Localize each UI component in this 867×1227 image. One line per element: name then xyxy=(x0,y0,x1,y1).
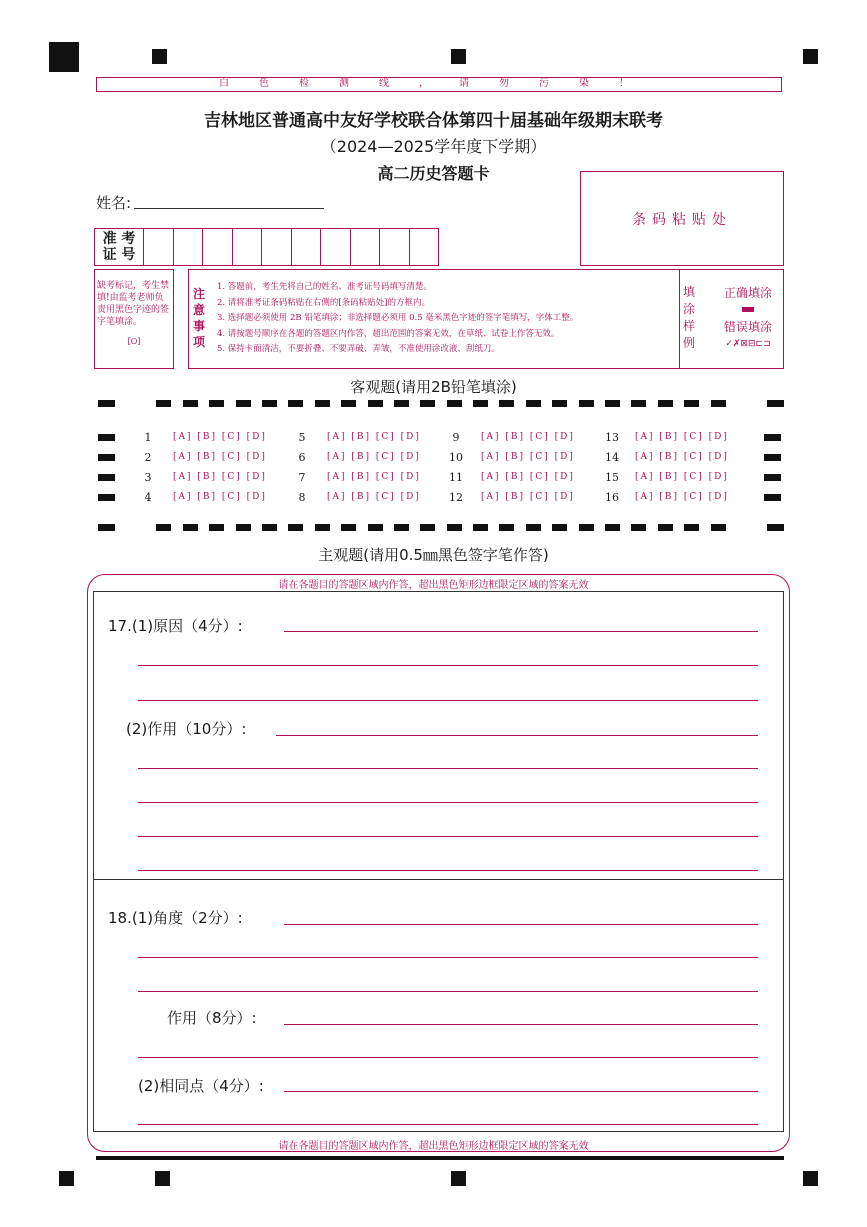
answer-options[interactable]: [A] [B] [C] [D] xyxy=(635,492,729,502)
question-row xyxy=(98,471,784,485)
answer-options[interactable]: [A] [B] [C] [D] xyxy=(327,432,421,442)
note-item: 1. 答题前，考生先将自己的姓名、准考证号码填写清楚。 xyxy=(217,282,432,292)
question-number: 9 xyxy=(452,431,460,444)
timing-dash xyxy=(499,524,514,531)
timing-mark xyxy=(803,49,818,64)
row-mark xyxy=(98,434,115,441)
timing-dash xyxy=(447,400,462,407)
timing-dash xyxy=(236,524,251,531)
bottom-rule xyxy=(96,1156,784,1160)
timing-dash xyxy=(420,400,435,407)
answer-region-note: 请在各题目的答题区域内作答，超出黑色矩形边框限定区域的答案无效 xyxy=(278,580,589,591)
question-row xyxy=(98,451,784,465)
timing-dash xyxy=(447,524,462,531)
answer-options[interactable]: [A] [B] [C] [D] xyxy=(481,472,575,482)
answer-line[interactable] xyxy=(138,957,758,958)
timing-dash xyxy=(394,524,409,531)
answer-line[interactable] xyxy=(138,700,758,701)
question-17-2-label: (2)作用（10分）: xyxy=(126,720,247,738)
answer-options[interactable]: [A] [B] [C] [D] xyxy=(327,452,421,462)
timing-dash-row xyxy=(98,524,784,531)
fill-example-samples xyxy=(716,284,780,349)
timing-dash xyxy=(767,400,784,407)
exam-id-cell[interactable] xyxy=(262,229,292,265)
timing-dash xyxy=(499,400,514,407)
question-row xyxy=(98,491,784,505)
barcode-area xyxy=(580,171,784,266)
name-field[interactable] xyxy=(134,208,324,209)
timing-dash xyxy=(341,524,356,531)
row-mark xyxy=(764,494,781,501)
timing-dash xyxy=(341,400,356,407)
correct-fill-label: 正确填涂 xyxy=(723,286,772,300)
timing-dash xyxy=(767,524,784,531)
question-17-1-label: 17.(1)原因（4分）: xyxy=(108,617,243,635)
barcode-label: 条码粘贴处 xyxy=(632,211,732,228)
answer-line[interactable] xyxy=(138,1124,758,1125)
question-18-1-label: 18.(1)角度（2分）: xyxy=(108,909,243,927)
row-mark xyxy=(98,454,115,461)
note-item: 4. 请按题号顺序在各题的答题区内作答，超出范围的答案无效，在草纸、试卷上作答无效。 xyxy=(217,328,560,339)
answer-line[interactable] xyxy=(284,1091,758,1092)
answer-line[interactable] xyxy=(284,631,758,632)
timing-dash xyxy=(579,524,594,531)
timing-dash xyxy=(156,524,171,531)
notes-box xyxy=(188,269,680,369)
exam-id-label: 准 考 证 号 xyxy=(95,229,144,265)
timing-dash xyxy=(98,400,115,407)
row-mark xyxy=(98,474,115,481)
exam-id-cell[interactable] xyxy=(410,229,439,265)
timing-dash xyxy=(315,400,330,407)
timing-dash xyxy=(98,524,115,531)
question-number: 14 xyxy=(605,451,619,464)
timing-dash xyxy=(183,524,198,531)
timing-dash xyxy=(183,400,198,407)
timing-dash xyxy=(605,400,620,407)
answer-options[interactable]: [A] [B] [C] [D] xyxy=(173,432,267,442)
question-number: 5 xyxy=(298,431,306,444)
timing-dash xyxy=(288,524,303,531)
absent-note: 缺考标记，考生禁填!由监考老师负责用黑色字迹的签字笔填涂。 xyxy=(97,281,170,327)
absent-mark[interactable]: [O] xyxy=(127,337,141,346)
timing-dash xyxy=(368,400,383,407)
timing-dash xyxy=(262,524,277,531)
answer-line[interactable] xyxy=(138,870,758,871)
notes-list xyxy=(217,280,578,358)
answer-line[interactable] xyxy=(284,924,758,925)
answer-options[interactable]: [A] [B] [C] [D] xyxy=(173,492,267,502)
answer-options[interactable]: [A] [B] [C] [D] xyxy=(635,472,729,482)
question-number: 4 xyxy=(144,491,152,504)
note-item: 5. 保持卡面清洁，不要折叠、不要弄破、弄皱，不准使用涂改液、刮纸刀。 xyxy=(217,344,500,354)
question-number: 16 xyxy=(605,491,619,504)
timing-dash xyxy=(473,400,488,407)
question-number: 1 xyxy=(144,431,152,444)
answer-region-note: 请在各题目的答题区域内作答，超出黑色矩形边框限定区域的答案无效 xyxy=(278,1141,589,1152)
timing-dash xyxy=(288,400,303,407)
answer-options[interactable]: [A] [B] [C] [D] xyxy=(173,452,267,462)
timing-mark xyxy=(49,42,79,72)
timing-dash xyxy=(579,400,594,407)
row-mark xyxy=(98,494,115,501)
timing-dash xyxy=(684,400,699,407)
timing-dash xyxy=(473,524,488,531)
timing-mark xyxy=(155,1171,170,1186)
fill-example-box xyxy=(680,269,784,369)
answer-options[interactable]: [A] [B] [C] [D] xyxy=(327,492,421,502)
question-number: 8 xyxy=(298,491,306,504)
answer-options[interactable]: [A] [B] [C] [D] xyxy=(481,492,575,502)
question-number: 15 xyxy=(605,471,619,484)
timing-dash xyxy=(658,524,673,531)
timing-dash xyxy=(420,524,435,531)
timing-dash xyxy=(394,400,409,407)
timing-dash xyxy=(605,524,620,531)
timing-dash xyxy=(631,400,646,407)
question-number: 11 xyxy=(449,471,463,484)
subjective-section-title: 主观题(请用0.5㎜黑色签字笔作答) xyxy=(318,546,549,564)
question-number: 10 xyxy=(449,451,463,464)
timing-dash xyxy=(526,400,541,407)
exam-id-cell[interactable] xyxy=(380,229,410,265)
exam-id-cell[interactable] xyxy=(233,229,263,265)
row-mark xyxy=(764,474,781,481)
exam-id-cell[interactable] xyxy=(351,229,381,265)
white-detection-line: 白色检测线，请勿污染！ xyxy=(96,77,782,92)
timing-dash xyxy=(526,524,541,531)
answer-options[interactable]: [A] [B] [C] [D] xyxy=(327,472,421,482)
note-item: 2. 请将准考证条码粘贴在右侧的[条码粘贴处]的方框内。 xyxy=(217,297,430,308)
fill-example-heading: 填涂样例 xyxy=(683,285,696,350)
answer-line[interactable] xyxy=(138,836,758,837)
timing-dash xyxy=(156,400,171,407)
notes-heading: 注意事项 xyxy=(193,287,206,349)
timing-dash xyxy=(711,524,726,531)
row-mark xyxy=(764,454,781,461)
question-number: 2 xyxy=(144,451,152,464)
timing-dash xyxy=(368,524,383,531)
wrong-fill-label: 错误填涂 xyxy=(723,320,772,334)
answer-line[interactable] xyxy=(138,768,758,769)
timing-dash xyxy=(552,524,567,531)
question-18-1b-label: 作用（8分）: xyxy=(167,1009,257,1027)
timing-mark xyxy=(59,1171,74,1186)
answer-options[interactable]: [A] [B] [C] [D] xyxy=(635,452,729,462)
name-label: 姓名: xyxy=(96,194,132,212)
question-number: 6 xyxy=(298,451,306,464)
answer-options[interactable]: [A] [B] [C] [D] xyxy=(481,432,575,442)
exam-id-cell[interactable] xyxy=(292,229,322,265)
answer-line[interactable] xyxy=(138,1057,758,1058)
exam-id-cell[interactable] xyxy=(321,229,351,265)
wrong-fill-samples: ✓✗⊠⊟⊏⊐ xyxy=(725,339,771,349)
answer-line[interactable] xyxy=(138,802,758,803)
timing-dash xyxy=(684,524,699,531)
timing-dash-row xyxy=(98,400,784,407)
timing-dash xyxy=(711,400,726,407)
answer-sheet-title: 高二历史答题卡 xyxy=(377,164,490,183)
answer-line[interactable] xyxy=(138,991,758,992)
timing-mark xyxy=(803,1171,818,1186)
answer-options[interactable]: [A] [B] [C] [D] xyxy=(481,452,575,462)
timing-dash xyxy=(315,524,330,531)
exam-id-cell[interactable] xyxy=(203,229,233,265)
timing-dash xyxy=(209,524,224,531)
question-number: 13 xyxy=(605,431,619,444)
timing-dash xyxy=(236,400,251,407)
row-mark xyxy=(764,434,781,441)
timing-mark xyxy=(152,49,167,64)
exam-id-cell[interactable] xyxy=(144,229,174,265)
note-item: 3. 选择题必须使用 2B 铅笔填涂；非选择题必须用 0.5 毫米黑色字迹的签字笔填写，字体工整。 xyxy=(217,313,579,323)
question-number: 7 xyxy=(298,471,306,484)
timing-dash xyxy=(552,400,567,407)
timing-mark xyxy=(451,1171,466,1186)
timing-dash xyxy=(262,400,277,407)
question-18-2-label: (2)相同点（4分）: xyxy=(138,1077,264,1095)
timing-dash xyxy=(658,400,673,407)
exam-title: 吉林地区普通高中友好学校联合体第四十届基础年级期末联考 xyxy=(204,111,663,131)
exam-year: （2024—2025学年度下学期） xyxy=(320,137,547,156)
timing-mark xyxy=(451,49,466,64)
answer-line[interactable] xyxy=(284,1024,758,1025)
timing-dash xyxy=(209,400,224,407)
question-row xyxy=(98,431,784,445)
absent-mark-box xyxy=(94,269,174,369)
timing-dash xyxy=(631,524,646,531)
exam-id-grid xyxy=(94,228,439,266)
answer-line[interactable] xyxy=(276,735,758,736)
correct-fill-sample xyxy=(742,307,754,312)
answer-options[interactable]: [A] [B] [C] [D] xyxy=(635,432,729,442)
exam-id-cell[interactable] xyxy=(174,229,204,265)
answer-options[interactable]: [A] [B] [C] [D] xyxy=(173,472,267,482)
answer-line[interactable] xyxy=(138,665,758,666)
question-number: 12 xyxy=(449,491,463,504)
objective-section-title: 客观题(请用2B铅笔填涂) xyxy=(350,378,517,396)
question-number: 3 xyxy=(144,471,152,484)
